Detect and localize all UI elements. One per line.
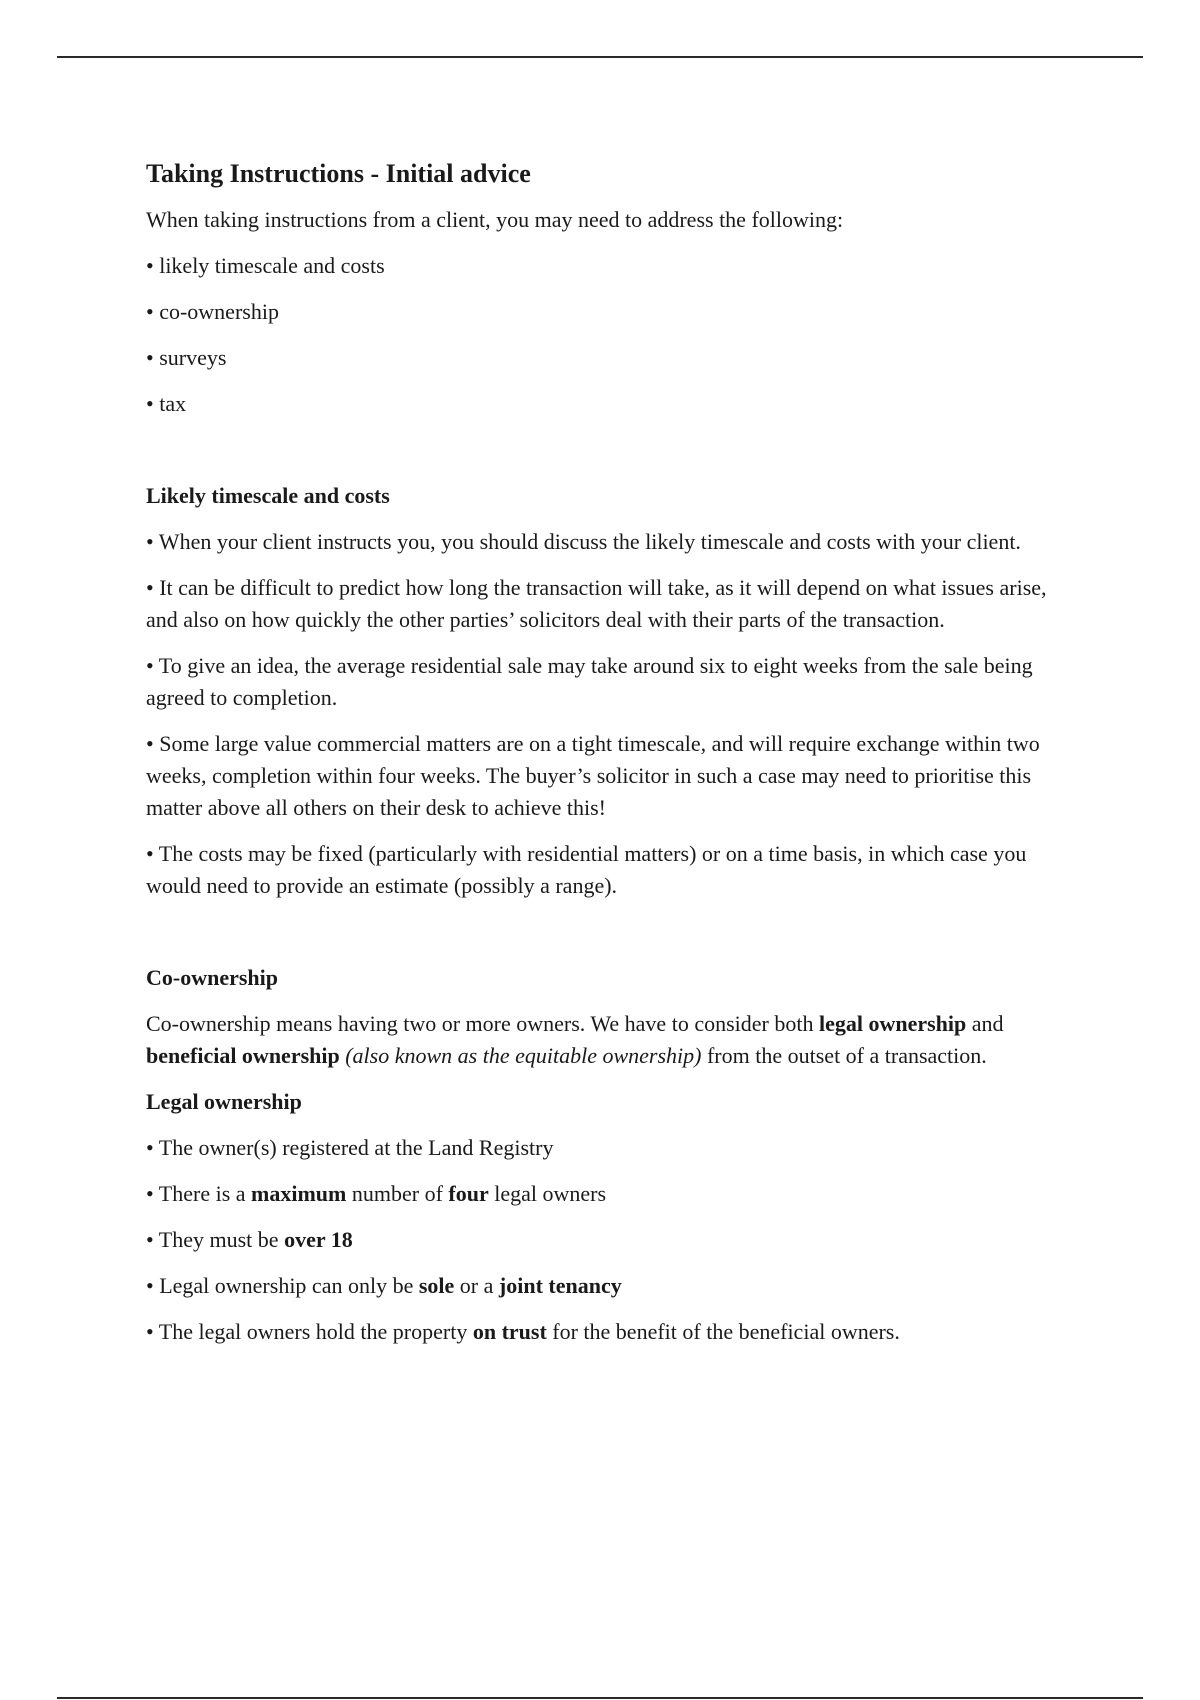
timescale-item: • To give an idea, the average residential sale may take around six to eight weeks from the sale being agreed to completion. bbox=[146, 653, 1033, 710]
topic-item: • tax bbox=[146, 391, 187, 416]
timescale-item: • When your client instructs you, you should discuss the likely timescale and costs with your client. bbox=[146, 529, 1021, 554]
legal-item-text: legal owners bbox=[488, 1181, 607, 1206]
beneficial-ownership-term: beneficial ownership bbox=[146, 1043, 340, 1068]
topic-item: • co-ownership bbox=[146, 299, 279, 324]
legal-item-bold: over 18 bbox=[284, 1227, 353, 1252]
section-gap bbox=[146, 434, 1066, 480]
bottom-rule bbox=[57, 1697, 1143, 1699]
legal-item-bold: maximum bbox=[251, 1181, 347, 1206]
section-gap bbox=[146, 916, 1066, 962]
timescale-item: • It can be difficult to predict how long the transaction will take, as it will depend on what issues arise, and also on how quickly the other parties’ solicitors deal with their parts of the transaction. bbox=[146, 575, 1047, 632]
equitable-note: (also known as the equitable ownership) bbox=[345, 1043, 702, 1068]
legal-item-bold: sole bbox=[418, 1273, 455, 1298]
legal-item bbox=[146, 1224, 1066, 1256]
timescale-item: • Some large value commercial matters are on a tight timescale, and will require exchange within two weeks, completion within four weeks. The buyer’s solicitor in such a case may need to prioritise this matter above all others on their desk to achieve this! bbox=[146, 731, 1040, 820]
topic-item: • likely timescale and costs bbox=[146, 253, 385, 278]
legal-item-bold: joint tenancy bbox=[498, 1273, 622, 1298]
legal-item-text: • There is a bbox=[146, 1181, 252, 1206]
legal-ownership-term: legal ownership bbox=[818, 1011, 967, 1036]
legal-ownership-list bbox=[146, 1132, 1066, 1348]
legal-item: • The owner(s) registered at the Land Registry bbox=[146, 1135, 554, 1160]
legal-item bbox=[146, 1270, 1066, 1302]
legal-item-text: • The legal owners hold the property bbox=[146, 1319, 473, 1344]
legal-item-bold: on trust bbox=[472, 1319, 547, 1344]
topics-list bbox=[146, 250, 1066, 420]
top-rule bbox=[57, 56, 1143, 58]
legal-item bbox=[146, 1316, 1066, 1348]
legal-item-text: for the benefit of the beneficial owners. bbox=[546, 1319, 900, 1344]
intro-text: When taking instructions from a client, you may need to address the following: bbox=[146, 207, 844, 232]
coownership-paragraph bbox=[146, 1008, 1066, 1072]
legal-item-text: or a bbox=[454, 1273, 499, 1298]
page-title: Taking Instructions - Initial advice bbox=[146, 159, 531, 188]
legal-item-bold: four bbox=[448, 1181, 489, 1206]
legal-item-text: • Legal ownership can only be bbox=[146, 1273, 419, 1298]
coownership-text: Co-ownership means having two or more owners. We have to consider both bbox=[146, 1011, 819, 1036]
legal-item bbox=[146, 1178, 1066, 1210]
topic-item: • surveys bbox=[146, 345, 227, 370]
timescale-list bbox=[146, 526, 1066, 902]
coownership-heading: Co-ownership bbox=[146, 965, 279, 990]
timescale-heading: Likely timescale and costs bbox=[146, 483, 390, 508]
coownership-text: and bbox=[966, 1011, 1004, 1036]
legal-ownership-heading: Legal ownership bbox=[146, 1089, 302, 1114]
coownership-text: from the outset of a transaction. bbox=[701, 1043, 987, 1068]
legal-item-text: • They must be bbox=[146, 1227, 285, 1252]
legal-item-text: number of bbox=[346, 1181, 449, 1206]
timescale-item: • The costs may be fixed (particularly with residential matters) or on a time basis, in which case you would need to provide an estimate (possibly a range). bbox=[146, 841, 1027, 898]
document-body bbox=[146, 158, 1066, 1362]
